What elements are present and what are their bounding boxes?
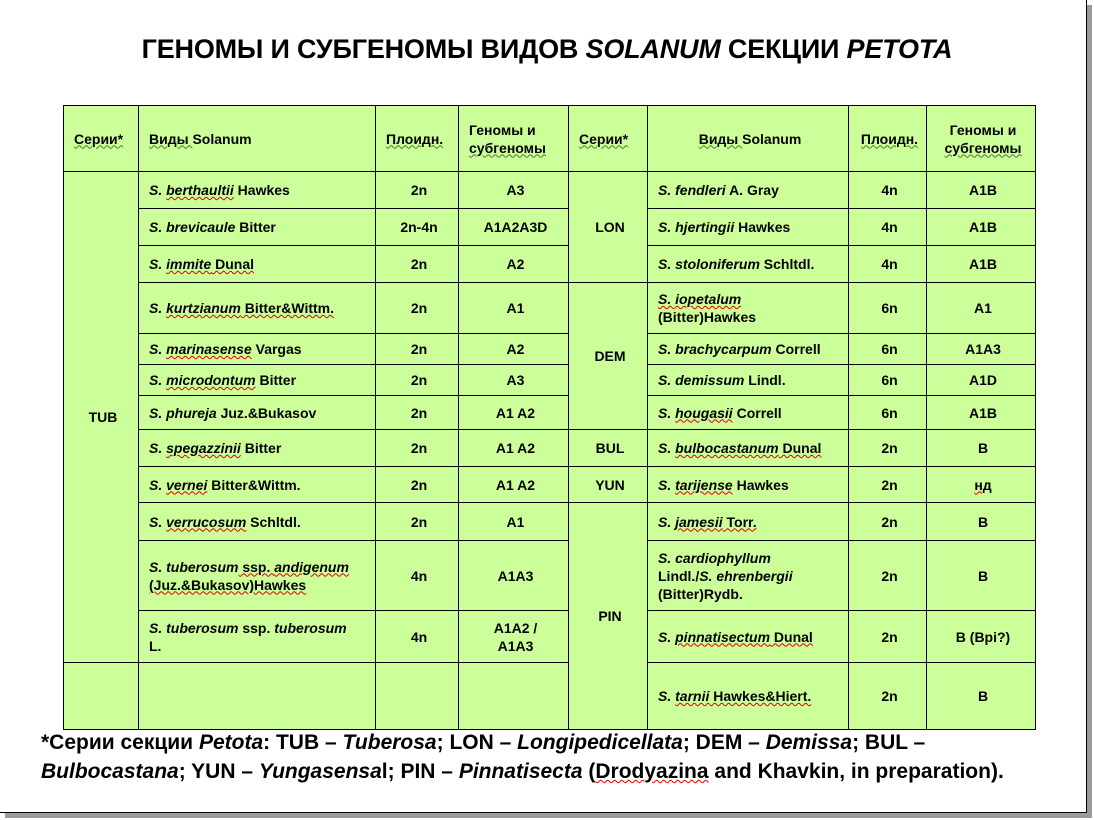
header-genomes: Геномы и субгеномы	[459, 106, 569, 172]
table-row	[64, 396, 1036, 430]
header-species: Виды Solanum	[139, 106, 376, 172]
genome-cell: A1A2 / A1A3	[459, 611, 569, 663]
header-ploidy-2: Плоидн.	[849, 106, 927, 172]
ploidy-cell: 2n	[376, 246, 459, 283]
genome-cell: B	[927, 430, 1036, 467]
series-cell-bul: BUL	[569, 430, 648, 467]
genome-cell: A1B	[927, 172, 1036, 209]
ploidy-cell: 4n	[849, 209, 927, 246]
slide-title: ГЕНОМЫ И СУБГЕНОМЫ ВИДОВ SOLANUM СЕКЦИИ PETOTA	[141, 34, 953, 64]
species-cell: S. pinnatisectum Dunal	[648, 611, 849, 663]
genome-cell: нд	[927, 467, 1036, 503]
species-cell: S. cardiophyllum Lindl./S. ehrenbergii (Bitter)Rydb.	[648, 541, 849, 611]
species-cell: S. kurtzianum Bitter&Wittm.	[139, 283, 376, 334]
genome-cell: A1 A2	[459, 430, 569, 467]
empty-cell	[376, 663, 459, 730]
ploidy-cell: 2n	[849, 430, 927, 467]
table-row	[64, 663, 1036, 730]
table-row	[64, 283, 1036, 334]
species-cell: S. microdontum Bitter	[139, 365, 376, 396]
species-cell: S. stoloniferum Schltdl.	[648, 246, 849, 283]
ploidy-cell: 2n	[376, 172, 459, 209]
table-row	[64, 503, 1036, 541]
ploidy-cell: 6n	[849, 334, 927, 365]
genome-cell: A2	[459, 334, 569, 365]
table-row	[64, 172, 1036, 209]
ploidy-cell: 2n	[376, 430, 459, 467]
ploidy-cell: 4n	[376, 541, 459, 611]
species-cell: S. hjertingii Hawkes	[648, 209, 849, 246]
table-row	[64, 365, 1036, 396]
species-cell: S. brachycarpum Correll	[648, 334, 849, 365]
species-cell: S. spegazzinii Bitter	[139, 430, 376, 467]
header-genomes-2: Геномы и субгеномы	[927, 106, 1036, 172]
table-row	[64, 334, 1036, 365]
genome-cell: A1	[459, 503, 569, 541]
header-ploidy: Плоидн.	[376, 106, 459, 172]
species-cell: S. tuberosum ssp. andigenum (Juz.&Bukasov)Hawkes	[139, 541, 376, 611]
ploidy-cell: 2n	[849, 663, 927, 730]
ploidy-cell: 2n	[376, 334, 459, 365]
species-cell: S. brevicaule Bitter	[139, 209, 376, 246]
ploidy-cell: 2n	[849, 541, 927, 611]
genome-cell: A1A2A3D	[459, 209, 569, 246]
genome-cell: A1	[459, 283, 569, 334]
series-cell-dem: DEM	[569, 283, 648, 430]
series-cell-yun: YUN	[569, 467, 648, 503]
table-row	[64, 541, 1036, 611]
empty-cell	[64, 663, 139, 730]
genome-table	[63, 105, 1036, 730]
species-cell: S. demissum Lindl.	[648, 365, 849, 396]
genome-cell: A3	[459, 172, 569, 209]
empty-cell	[139, 663, 376, 730]
series-cell-tub: TUB	[64, 172, 139, 663]
species-cell: S. iopetalum (Bitter)Hawkes	[648, 283, 849, 334]
table-row	[64, 611, 1036, 663]
species-cell: S. jamesii Torr.	[648, 503, 849, 541]
ploidy-cell: 2n	[376, 467, 459, 503]
ploidy-cell: 4n	[849, 246, 927, 283]
header-series-2: Серии*	[569, 106, 648, 172]
species-cell: S. phureja Juz.&Bukasov	[139, 396, 376, 430]
ploidy-cell: 2n-4n	[376, 209, 459, 246]
species-cell: S. tarijense Hawkes	[648, 467, 849, 503]
genome-cell: A1B	[927, 246, 1036, 283]
ploidy-cell: 2n	[849, 611, 927, 663]
genome-cell: B	[927, 503, 1036, 541]
ploidy-cell: 2n	[849, 503, 927, 541]
genome-cell: B	[927, 541, 1036, 611]
genome-cell: A1	[927, 283, 1036, 334]
species-cell: S. marinasense Vargas	[139, 334, 376, 365]
genome-cell: A1D	[927, 365, 1036, 396]
ploidy-cell: 6n	[849, 396, 927, 430]
species-cell: S. fendleri A. Gray	[648, 172, 849, 209]
empty-cell	[459, 663, 569, 730]
genome-cell: A2	[459, 246, 569, 283]
genome-cell: A1A3	[459, 541, 569, 611]
genome-cell: B	[927, 663, 1036, 730]
ploidy-cell: 2n	[849, 467, 927, 503]
header-species-2: Виды Solanum	[648, 106, 849, 172]
species-cell: S. vernei Bitter&Wittm.	[139, 467, 376, 503]
ploidy-cell: 2n	[376, 365, 459, 396]
ploidy-cell: 6n	[849, 283, 927, 334]
ploidy-cell: 4n	[849, 172, 927, 209]
ploidy-cell: 2n	[376, 396, 459, 430]
ploidy-cell: 2n	[376, 283, 459, 334]
series-cell-lon: LON	[569, 172, 648, 283]
species-cell: S. bulbocastanum Dunal	[648, 430, 849, 467]
species-cell: S. tuberosum ssp. tuberosum L.	[139, 611, 376, 663]
genome-cell: B (Bpi?)	[927, 611, 1036, 663]
species-cell: S. hougasii Correll	[648, 396, 849, 430]
genome-cell: A1B	[927, 396, 1036, 430]
ploidy-cell: 6n	[849, 365, 927, 396]
genome-cell: A1A3	[927, 334, 1036, 365]
table-header-row	[64, 106, 1036, 172]
table-row	[64, 246, 1036, 283]
species-cell: S. immite Dunal	[139, 246, 376, 283]
species-cell: S. tarnii Hawkes&Hiert.	[648, 663, 849, 730]
table-row	[64, 467, 1036, 503]
species-cell: S. berthaultii Hawkes	[139, 172, 376, 209]
genome-cell: A1B	[927, 209, 1036, 246]
table-row	[64, 209, 1036, 246]
genome-cell: A3	[459, 365, 569, 396]
series-cell-pin: PIN	[569, 503, 648, 730]
ploidy-cell: 4n	[376, 611, 459, 663]
genome-cell: A1 A2	[459, 467, 569, 503]
footnote: *Серии секции Petota: TUB – Tuberosa; LON – Longipedicellata; DEM – Demissa; BUL – Bulbocastana; YUN – Yungasensal; PIN – Pinnatisecta (Drodyazina and Khavkin, in preparation).	[41, 731, 1004, 783]
genome-cell: A1 A2	[459, 396, 569, 430]
species-cell: S. verrucosum Schltdl.	[139, 503, 376, 541]
header-series: Серии*	[64, 106, 139, 172]
ploidy-cell: 2n	[376, 503, 459, 541]
table-row	[64, 430, 1036, 467]
